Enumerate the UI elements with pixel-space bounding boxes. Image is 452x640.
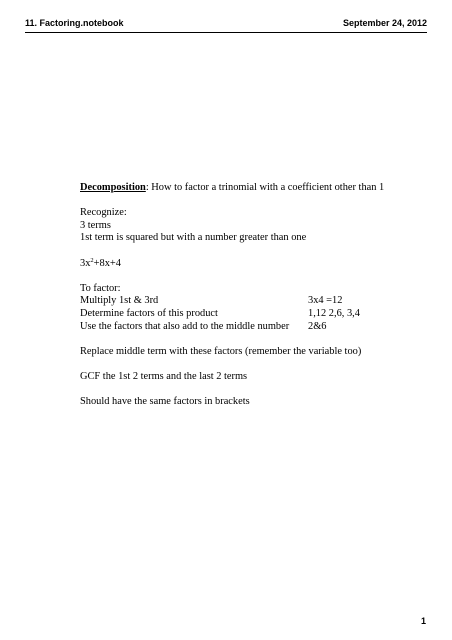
spacer (80, 270, 420, 283)
page-content (80, 182, 420, 409)
factor-step-row (80, 308, 420, 321)
factor-step: Multiply 1st & 3rd (80, 295, 159, 307)
example-rest: +8x+4 (93, 257, 121, 269)
spacer (80, 333, 420, 346)
spacer (80, 195, 420, 208)
section-heading (80, 182, 420, 195)
notebook-title: 11. Factoring.notebook (25, 18, 124, 28)
factor-step: Use the factors that also add to the middle number (80, 320, 290, 332)
factor-step-row (80, 321, 420, 334)
spacer (80, 245, 420, 258)
spacer (80, 384, 420, 397)
factor-result: 3x4 =12 (308, 295, 343, 307)
heading-description: : How to factor a trinomial with a coefficient other than 1 (145, 182, 385, 193)
factor-step: Determine factors of this product (80, 307, 218, 319)
heading-term: Decomposition (80, 182, 146, 193)
recognize-label: Recognize: (80, 207, 127, 219)
factor-step-row (80, 295, 420, 308)
instruction-step: Should have the same factors in brackets (80, 396, 250, 408)
instruction-step: Replace middle term with these factors (remember the variable too) (80, 345, 362, 357)
example-exponent: 2 (90, 256, 94, 264)
header-date: September 24, 2012 (342, 18, 427, 28)
factor-result: 1,12 2,6, 3,4 (308, 307, 360, 319)
header-divider (25, 32, 427, 33)
instruction-step: GCF the 1st 2 terms and the last 2 terms (80, 370, 248, 382)
example-base: 3x (80, 257, 91, 269)
spacer (80, 358, 420, 371)
to-factor-label: To factor: (80, 282, 121, 294)
example-expression (80, 258, 420, 271)
page-number: 1 (420, 616, 426, 626)
factor-result: 2&6 (308, 320, 327, 332)
recognize-item: 1st term is squared but with a number greater than one (80, 232, 307, 244)
recognize-item: 3 terms (80, 219, 111, 231)
